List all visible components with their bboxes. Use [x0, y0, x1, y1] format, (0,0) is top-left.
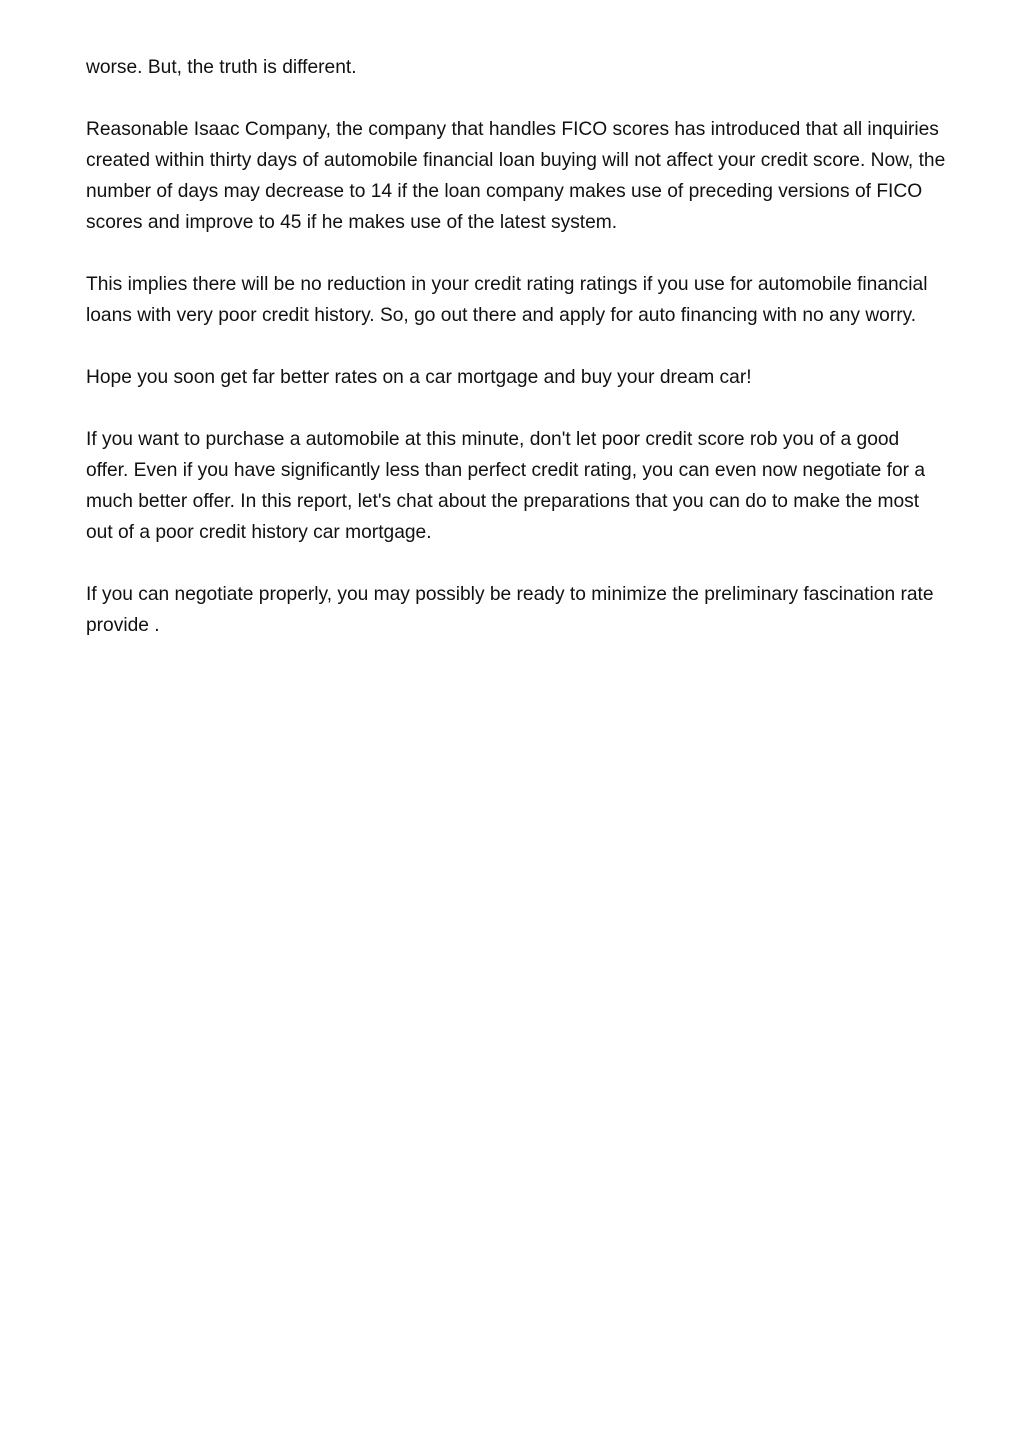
paragraph: Hope you soon get far better rates on a car mortgage and buy your dream car!: [86, 367, 752, 388]
paragraph: Reasonable Isaac Company, the company that handles FICO scores has introduced that all inquiries created within thirty days of automobile financial loan buying will not affect your credit score. Now, the number of days may decrease to 14 if the loan company makes use of preceding versions of FICO scores and improve to 45 if he makes use of the latest system.: [86, 119, 946, 233]
paragraph: If you want to purchase a automobile at this minute, don't let poor credit score rob you of a good offer. Even if you have significantly less than perfect credit rating, you can even now negotiate for a much better offer. In this report, let's chat about the preparations that you can do to make the most out of a poor credit history car mortgage.: [86, 429, 926, 543]
paragraph: worse. But, the truth is different.: [86, 57, 357, 78]
document-body: [86, 52, 946, 672]
paragraph: If you can negotiate properly, you may possibly be ready to minimize the preliminary fascination rate provide .: [86, 584, 934, 636]
paragraph: This implies there will be no reduction in your credit rating ratings if you use for automobile financial loans with very poor credit history. So, go out there and apply for auto financing with no any worry.: [86, 274, 928, 326]
